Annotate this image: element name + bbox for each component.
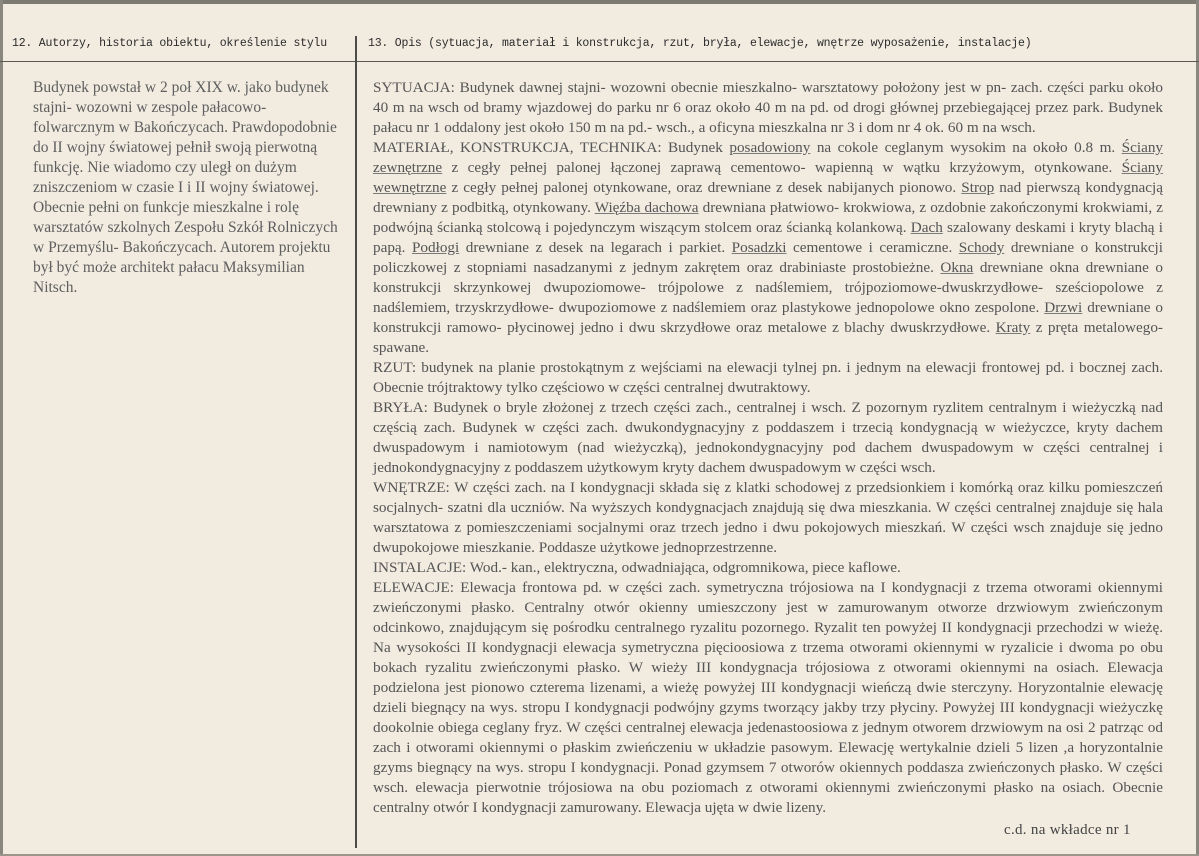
material-text: drewniane z desek na legarach i parkiet. [459,239,732,256]
term-sciany-zewnetrzne: Ściany zewnętrzne [373,139,1164,176]
left-border [0,0,3,856]
wnetrze-paragraph: WNĘTRZE: W części zach. na I kondygnacji składa się z klatki schodowej z przedsionkiem i komórką oraz kilku pomieszczeń socjalnych- szatni dla uczniów. Na wyższych kondygnacjach znajdują się dwa mieszkania. W części centralnej znajduje się hala warsztatowa z pomieszczeniami socjalnymi oraz trzech jedno i dwu pokojowych mieszkań. W części wsch znajduje się jedno dwupokojowe mieszkanie. Poddasze użytkowe jednoprzestrzenne. [373,479,1163,556]
material-text: nad pierwszą kondygnacją drewniany z podbitką, otynkowany. [373,179,1163,216]
material-text: MATERIAŁ, KONSTRUKCJA, TECHNIKA: Budynek [373,139,730,156]
material-text: z cegły pełnej palonej otynkowane, oraz drewniane z desek nabijanych pionowo. [446,179,962,196]
header-rule [0,61,1199,62]
material-text: drewniana płatwiowo- krokwiowa, z ozdobnie zakończonymi krokwiami, z podwójną ścianką stolcową i pojedynczym wiszącym stolcem oraz ścianką kolankową. [373,199,1163,236]
term-dach: Dach [910,219,943,236]
elewacje-paragraph: ELEWACJE: Elewacja frontowa pd. w części zach. symetryczna trójosiowa na I kondygnacji z trzema otworami okiennymi zwieńczonymi płasko. Centralny otwór okienny umieszczony jest w zamurowanym otworze drzwiowym zwieńczonym odcinkowo, znajdującym się pośrodku centralnego ryzalitu pozornego. Ryzalit ten powyżej II kondygnacji przechodzi w wieżę. Na wysokości II kondygnacji elewacja symetryczna pięcioosiowa z trzema otworami okiennymi w ryzalicie i dwoma po obu bokach ryzalitu zwieńczonymi płasko. W wieży III kondygnacja trójosiowa z otworami okiennymi na osiach. Elewacja podzielona jest pionowo czterema lizenami, a wieżę powyżej III kondygnacji wieńczą dwie sterczyny. Horyzontalnie elewację dzieli biegnący na wys. stropu I kondygnacji podwójny gzyms tworzący jakby trzy płyciny. Powyżej III kondygnacji wieżyczkę dookolnie obiega ceglany fryz. W części centralnej elewacja jedenastoosiowa z jednym otworem drzwiowym na osi 2 patrząc od zach i otworami okiennymi o płaskim zwieńczeniu w układzie pasowym. Elewację wertykalnie dzieli 5 lizen ,a horyzontalnie gzyms biegnący na wys. stropu I kondygnacji. Ponad gzymsem 7 otworów okiennych poddasza zwieńczonych płasko. W części wsch. elewacja pierwotnie trójosiowa na obu poziomach z otworami okiennymi zwieńczonymi płasko na osiach. Obecnie centralny otwór I kondygnacji zamurowany. Elewacja ujęta w dwie lizeny. [373,579,1163,816]
material-text: drewniane o konstrukcji ramowo- płycinowej jedno i dwu skrzydłowe oraz metalowe z blachy dwuskrzydłowe. [373,299,1163,336]
term-posadzki: Posadzki [731,239,787,256]
section-13-heading: 13. Opis (sytuacja, materiał i konstrukcja, rzut, bryła, elewacje, wnętrze wyposażenie, instalacje) [368,37,1032,50]
instalacje-paragraph: INSTALACJE: Wod.- kan., elektryczna, odwadniająca, odgromnikowa, piece kaflowe. [373,559,901,576]
continued-note: c.d. na wkładce nr 1 [1004,822,1131,838]
term-sciany-wewnetrzne: Ściany wewnętrzne [373,159,1163,196]
term-posadowienie: posadowiony [729,139,811,156]
material-text: drewniane okna drewniane o konstrukcji skrzynkowej dwupoziomowe- trójpolowe z nadślemiem, trójpoziomowe-dwuskrzydłowe- sześciopolowe z nadślemiem, trzyskrzydłowe- dwupoziomowe z nadślemiem oraz plastykowe jednopolowe okno zespolone. [373,259,1163,316]
term-kraty: Kraty [995,319,1031,336]
column-divider [355,36,357,848]
top-border [0,0,1199,4]
term-drzwi: Drzwi [1044,299,1083,316]
material-text: z cegły pełnej palonej łączonej zaprawą cementowo- wapienną w wątku krzyżowym, otynkowane. [442,159,1122,176]
material-text: na cokole ceglanym wysokim na około 0.8 m. [810,139,1122,156]
material-paragraph [373,138,1163,358]
material-text: szalowany deskami i kryty blachą i papą. [373,219,1163,256]
term-wiezba: Więźba dachowa [594,199,699,216]
section-12-text: Budynek powstał w 2 poł XIX w. jako budynek stajni- wozowni w zespole pałacowo-folwarcznym w Bakończycach. Prawdopodobnie do II wojny światowej pełnił swoją pierwotną funkcję. Nie wiadomo czy uległ on dużym zniszczeniom w czasie I i II wojny światowej. Obecnie pełni on funkcje mieszkalne i rolę warsztatów szkolnych Zespołu Szkół Rolniczych w Przemyślu- Bakończycach. Autorem projektu był być może architekt pałacu Maksymilian Nitsch. [33,79,338,296]
material-text: z pręta metalowego- spawane. [373,319,1163,356]
sytuacja-paragraph: SYTUACJA: Budynek dawnej stajni- wozowni obecnie mieszkalno- warsztatowy położony jest w pn- zach. części parku około 40 m na wsch od bramy wjazdowej do parku nr 6 oraz około 40 m na pd. od drogi głównej przebiegającej przez park. Budynek pałacu nr 1 oddalony jest około 150 m na pd.- wsch., a oficyna mieszkalna nr 3 i dom nr 4 ok. 60 m na wsch. [373,79,1163,136]
material-text: cementowe i ceramiczne. [786,239,959,256]
material-text: drewniane o konstrukcji policzkowej z stopniami nasadzanymi z jednym zakrętem oraz drabiniaste prostobieżne. [373,239,1163,276]
term-podlogi: Podłogi [411,239,460,256]
bryla-paragraph: BRYŁA: Budynek o bryle złożonej z trzech części zach., centralnej i wsch. Z pozornym ryzlitem centralnym i wieżyczką nad częścią zach. Budynek w części zach. dwukondygnacyjny z poddaszem i trzecią kondygnacją w wieżyczce, kryty dachem dwuspadowym i namiotowym (nad wieżyczką), jednokondygnacyjny pod dachem dwuspadowym w części centralnej i jednokondygnacyjny z poddaszem użytkowym kryty dachem dwuspadowym w części wsch. [373,399,1163,476]
section-13-body [373,78,1163,818]
term-strop: Strop [961,179,995,196]
term-okna: Okna [940,259,974,276]
section-12-heading: 12. Autorzy, historia obiektu, określenie stylu [12,37,327,50]
rzut-paragraph: RZUT: budynek na planie prostokątnym z wejściami na elewacji tylnej pn. i jednym na elewacji frontowej pd. i bocznej zach. Obecnie trójtraktowy tylko częściowo w części centralnej dwutraktowy. [373,359,1163,396]
term-schody: Schody [958,239,1005,256]
